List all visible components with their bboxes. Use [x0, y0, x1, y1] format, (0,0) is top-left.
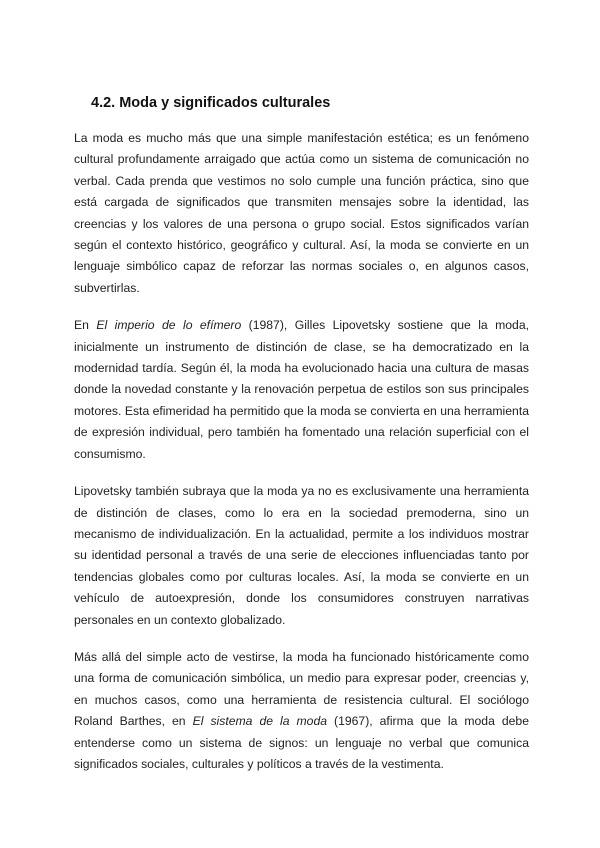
paragraph-text: Lipovetsky también subraya que la moda ya no es exclusivamente una herramienta de distinción de clases, como lo era en la sociedad premoderna, sino un mecanismo de individualización. En la actualidad, permite a los individuos mostrar su identidad personal a través de una serie de elecciones influenciadas tanto por tendencias globales como por culturas locales. Así, la moda se convierte en un vehículo de autoexpresión, donde los consumidores construyen narrativas personales en un contexto globalizado.: [74, 484, 529, 627]
paragraph-text: En: [74, 318, 97, 333]
body-text: [74, 128, 529, 791]
paragraph: [74, 481, 529, 631]
paragraph: [74, 647, 529, 775]
paragraph-text: (1987), Gilles Lipovetsky sostiene que la moda, inicialmente un instrumento de distinción de clase, se ha democratizado en la modernidad tardía. Según él, la moda ha evolucionado hacia una cultura de masas donde la novedad constante y la renovación perpetua de estilos son sus principales motores. Esta efimeridad ha permitido que la moda se convierta en una herramienta de expresión individual, pero también ha fomentado una relación superficial con el consumismo.: [74, 318, 530, 461]
paragraph: [74, 128, 529, 299]
paragraph-text: La moda es mucho más que una simple manifestación estética; es un fenómeno cultural profundamente arraigado que actúa como un sistema de comunicación no verbal. Cada prenda que vestimos no solo cumple una función práctica, sino que está cargada de significados que transmiten mensajes sobre la identidad, las creencias y los valores de una persona o grupo social. Estos significados varían según el contexto histórico, geográfico y cultural. Así, la moda se convierte en un lenguaje simbólico capaz de reforzar las normas sociales o, en algunos casos, subvertirlas.: [74, 131, 529, 295]
paragraph: [74, 315, 529, 465]
paragraph-text: Más allá del simple acto de vestirse, la moda ha funcionado históricamente como una forma de comunicación simbólica, un medio para expresar poder, creencias y, en muchos casos, como una herramienta de resistencia cultural. El sociólogo Roland Barthes, en: [74, 649, 529, 729]
section-heading: 4.2. Moda y significados culturales: [91, 95, 331, 111]
paragraph-text: (1967), afirma que la moda debe entenderse como un sistema de signos: un lenguaje no verbal que comunica significados sociales, culturales y políticos a través de la vestimenta.: [74, 714, 529, 771]
book-title: El sistema de la moda: [192, 714, 328, 729]
book-title: El imperio de lo efímero: [96, 318, 242, 333]
